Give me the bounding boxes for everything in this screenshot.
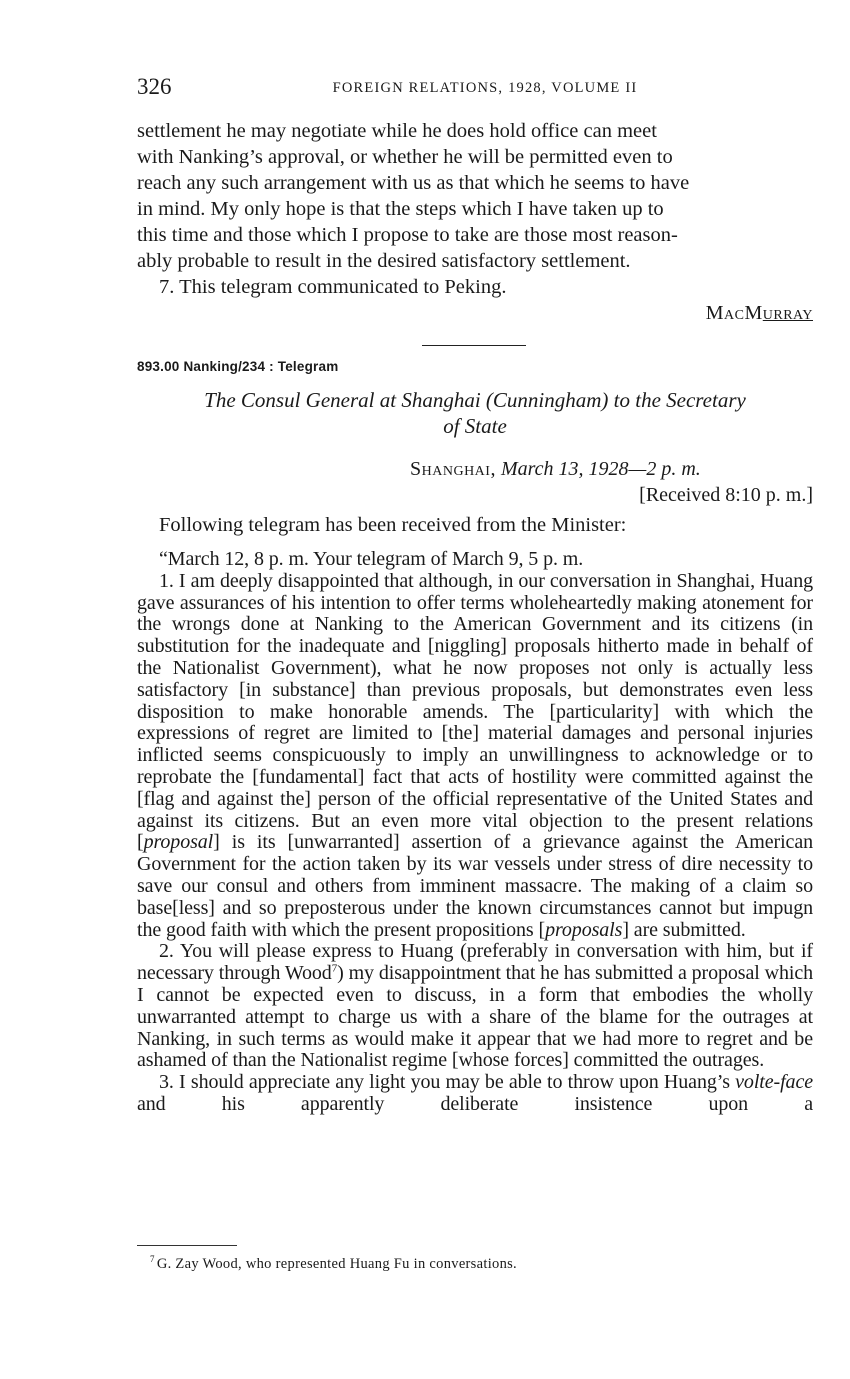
title-line-1: The Consul General at Shanghai (Cunningham) to the Secretary — [204, 388, 746, 412]
carryover-paragraph — [137, 118, 813, 300]
title-line-2: of State — [443, 414, 507, 438]
intro-line: Following telegram has been received from the Minister: — [159, 514, 627, 536]
quote-opening: “March 12, 8 p. m. Your telegram of March 9, 5 p. m. — [159, 548, 584, 570]
quote-paragraph-1: 1. I am deeply disappointed that although, in our conversation in Shanghai, Huang gave assurances of his intention to offer terms wholeheartedly making atonement for the wrongs done at Nanking to the American Government and its citizens (in substitution for the inadequate and [niggling] proposals hitherto made in behalf of the Nationalist Government), what he now proposes not only is actually less satisfactory [in substance] than previous proposals, but demonstrates even less disposition to make honorable amends. The [particularity] with which the expressions of regret are limited to [the] material damages and personal injuries inflicted seems conspicuously to imply an unwillingness to acknowledge or to reprobate the [fundamental] fact that acts of hostility were committed against the [flag and against the] person of the official representative of the United States and against its citizens. But an even more vital objection to the present relations [proposal] is its [unwarranted] assertion of a grievance against the American Government for the action taken by its war vessels under stress of dire necessity to save our consul and others from imminent massacre. The making of a claim so base[less] and so preposterous under the known circumstances cannot but impugn the good faith with which the present propositions [proposals] are submitted. — [137, 569, 813, 941]
dateline-date: March 13, 1928—2 p. m. — [500, 458, 701, 480]
footnote — [150, 1254, 517, 1273]
quote-paragraph-3: 3. I should appreciate any light you may be able to throw upon Huang’s volte-face and his apparently deliberate insistence upon a — [137, 1071, 813, 1115]
text-line: reach any such arrangement with us as that which he seems to have — [137, 172, 690, 194]
received-note: [Received 8:10 p. m.] — [639, 484, 813, 506]
page-number: 326 — [137, 74, 172, 99]
quote-paragraph-2: 2. You will please express to Huang (preferably in conversation with him, but if necessary through Wood$^7$) my disappointment that he has submitted a proposal which I cannot be expected even to discuss, in a form that embodies the wholly unwarranted attempt to charge us with a share of the blame for the outrages at Nanking, in such terms as would make it appear that we had more to regret and be ashamed of than the Nationalist regime [whose forces] committed the outrages. — [137, 940, 813, 1072]
running-head: FOREIGN RELATIONS, 1928, VOLUME II — [332, 80, 638, 96]
file-reference: 893.00 Nanking/234 : Telegram — [137, 359, 339, 374]
footnote-divider — [137, 1245, 237, 1246]
dateline — [410, 458, 701, 481]
footnote-marker: 7 — [150, 1254, 155, 1264]
footnote-text: G. Zay Wood, who represented Huang Fu in conversations. — [156, 1255, 517, 1272]
dateline-place: Shanghai, — [410, 458, 496, 480]
text-line: this time and those which I propose to take are those most reason- — [137, 224, 678, 246]
text-line: ably probable to result in the desired satisfactory settlement. — [137, 250, 631, 272]
quoted-telegram — [137, 549, 813, 1116]
page-header — [137, 74, 813, 104]
text-line: with Nanking’s approval, or whether he will be permitted even to — [137, 146, 673, 168]
item-7: 7. This telegram communicated to Peking. — [159, 276, 507, 298]
text-line: settlement he may negotiate while he does hold office can meet — [137, 120, 657, 142]
section-divider — [422, 345, 526, 346]
document-title — [137, 387, 813, 439]
footnote-ref: 7 — [331, 962, 338, 975]
text-line: in mind. My only hope is that the steps which I have taken up to — [137, 198, 664, 220]
signature: MACMURRAY — [705, 302, 813, 324]
